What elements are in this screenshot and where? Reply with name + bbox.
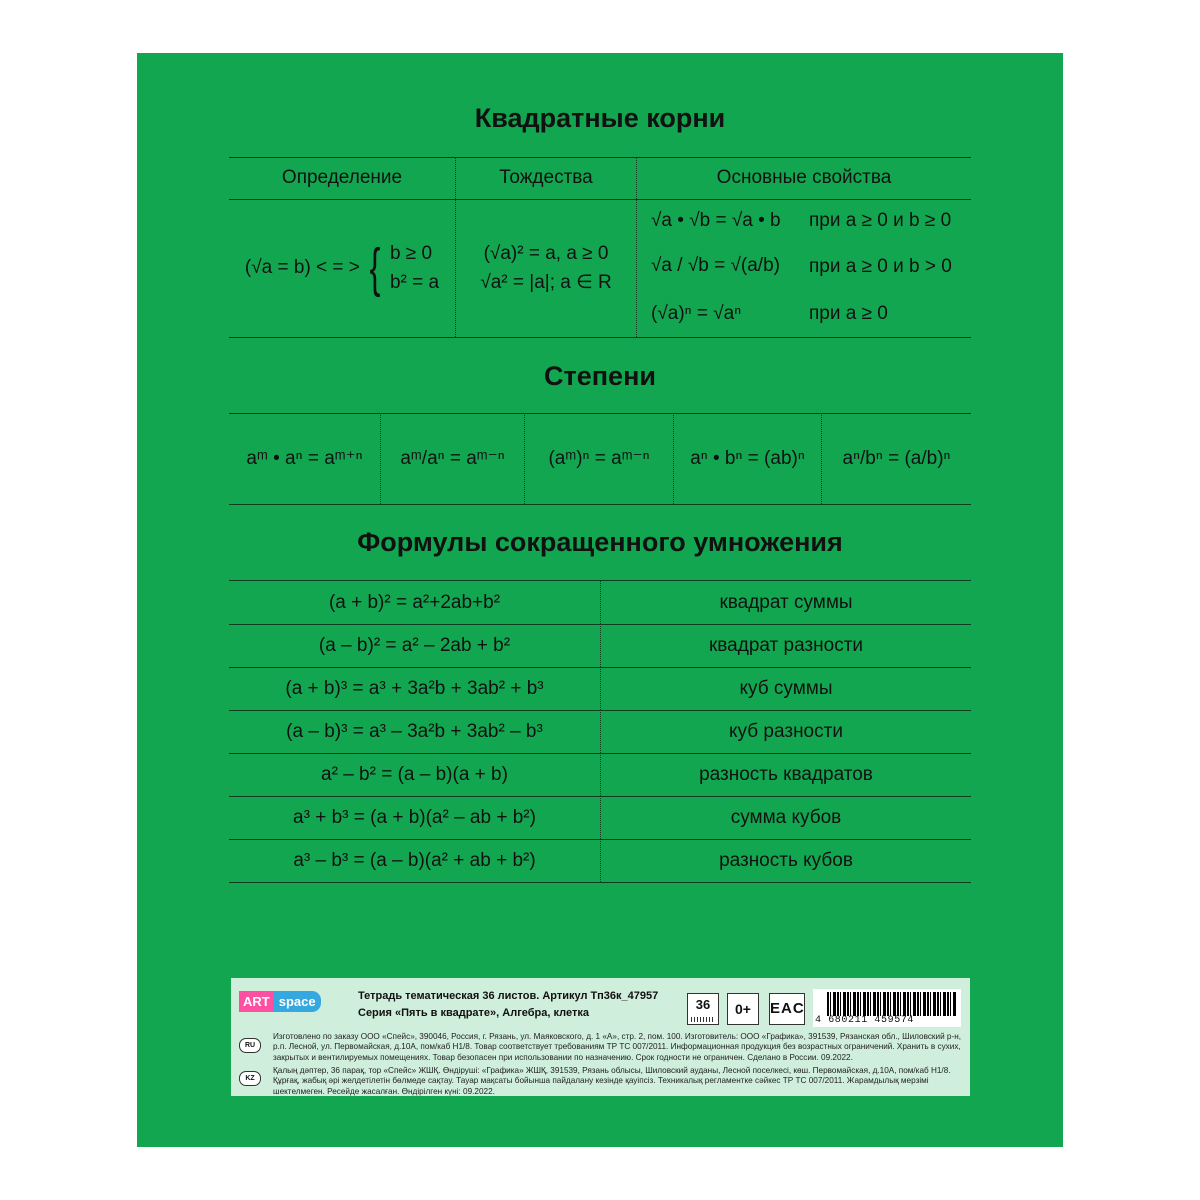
legal-text-ru: Изготовлено по заказу ООО «Спейс», 390046, Россия, г. Рязань, ул. Маяковского, д. 1 «А», стр. 2, пом. 100. Изготовитель: ООО «Графика», 391539, Рязанская обл., Шиловский р-н, р.п. Лесной, ул. Первомайская, д.10А, пом/каб Н1/8. Товар соответствует требованиям ТР ТС 007/2011. Информационная продукция без возрастных ограничений. Хранить в сухих, закрытых и вентилируемых помещениях. Товар безопасен при использовании по назначению. Срок годности не ограничен. Сделано в России. 09.2022.	[273, 1032, 961, 1062]
formula-row	[229, 581, 971, 624]
barcode	[813, 989, 961, 1027]
power-rule-product: aᵐ • aⁿ = aᵐ⁺ⁿ	[246, 448, 363, 469]
age-rating-badge: 0+	[727, 993, 759, 1025]
identities-formula	[456, 199, 636, 337]
definition-line-2: b² = a	[389, 272, 440, 293]
divider	[229, 337, 971, 338]
logo-art-text: ART	[239, 991, 274, 1012]
formula-row	[229, 839, 971, 882]
divider	[229, 882, 971, 883]
formula-cell: (a + b)² = a²+2ab+b²	[328, 591, 501, 613]
identity-line-1: (√a)² = a, a ≥ 0	[483, 242, 609, 264]
identity-line-2: √a² = |a|; a ∈ R	[480, 272, 612, 293]
property-formula-2: √a / √b = √(a/b)	[651, 255, 780, 276]
property-formula-3: (√a)ⁿ = √aⁿ	[651, 303, 742, 324]
formula-name-cell: квадрат суммы	[719, 591, 853, 613]
barcode-digits: 4 680211 459574	[815, 1015, 915, 1026]
power-rule-product-base: aⁿ • bⁿ = (ab)ⁿ	[690, 447, 805, 469]
header-identities: Тождества	[499, 167, 593, 188]
product-description: Тетрадь тематическая 36 листов. Артикул Тп36к_47957	[358, 990, 659, 1002]
sheets-count: 36	[695, 997, 711, 1012]
formula-row	[229, 624, 971, 667]
sheets-count-badge	[687, 993, 719, 1025]
section-title-square-roots: Квадратные корни	[474, 103, 726, 133]
power-rule-quotient-base: aⁿ/bⁿ = (a/b)ⁿ	[842, 447, 951, 469]
formula-row	[229, 753, 971, 796]
property-condition-2: при a ≥ 0 и b > 0	[809, 256, 952, 277]
property-condition-1: при a ≥ 0 и b ≥ 0	[809, 210, 952, 231]
section-title-powers: Степени	[544, 361, 656, 391]
property-condition-3: при a ≥ 0	[809, 303, 888, 324]
power-rule-quotient: aᵐ/aⁿ = aᵐ⁻ⁿ	[400, 448, 505, 469]
header-definition: Определение	[281, 167, 403, 188]
formula-name-cell: квадрат разности	[708, 634, 864, 656]
divider	[229, 504, 971, 505]
header-properties: Основные свойства	[716, 167, 892, 188]
formula-cell: a² – b² = (a – b)(a + b)	[321, 763, 508, 785]
formula-name-cell: куб разности	[729, 720, 843, 742]
definition-left: (√a = b) < = >	[244, 257, 360, 278]
formula-name-cell: куб суммы	[739, 677, 833, 699]
formula-cell: (a + b)³ = a³ + 3a²b + 3ab² + b³	[285, 677, 544, 699]
formula-row	[229, 796, 971, 839]
notebook-cover	[137, 53, 1063, 1147]
section-title-abbreviated-multiplication: Формулы сокращенного умножения	[357, 527, 843, 557]
definition-formula	[229, 199, 455, 337]
definition-line-1: b ≥ 0	[389, 242, 433, 264]
artspace-logo	[239, 990, 321, 1012]
formula-cell: (a – b)² = a² – 2ab + b²	[318, 634, 511, 656]
formula-name-cell: разность кубов	[719, 849, 853, 871]
property-formula-1: √a • √b = √a • b	[651, 210, 781, 231]
lang-badge-ru: RU	[239, 1038, 261, 1053]
grid-icon	[691, 1017, 715, 1022]
formula-name-cell: разность квадратов	[699, 763, 873, 785]
definition-system	[390, 239, 439, 298]
formula-cell: a³ + b³ = (a + b)(a² – ab + b²)	[293, 806, 536, 828]
product-series: Серия «Пять в квадрате», Алгебра, клетка	[358, 1007, 589, 1019]
formula-cell: a³ – b³ = (a – b)(a² + ab + b²)	[293, 849, 536, 871]
brace-symbol: {	[369, 238, 381, 298]
logo-space-text: space	[274, 991, 321, 1012]
formula-name-cell: сумма кубов	[730, 806, 842, 828]
lang-badge-kz: KZ	[239, 1071, 261, 1086]
product-label	[231, 978, 970, 1096]
barcode-bars	[827, 992, 957, 1016]
formula-row	[229, 710, 971, 753]
formula-cell: (a – b)³ = a³ – 3a²b + 3ab² – b³	[286, 720, 543, 742]
eac-mark-icon: EAC	[769, 993, 805, 1025]
formula-row	[229, 667, 971, 710]
power-rule-power: (aᵐ)ⁿ = aᵐ⁻ⁿ	[548, 448, 650, 469]
legal-text-kz: Қалың дәптер, 36 парақ, тор «Спейс» ЖШҚ. Өндіруші: «Графика» ЖШҚ, 391539, Рязань облысы, Шиловский ауданы, Лесной поселкесі, көш. Первомайская, д.10А, пом/каб Н1/8. Құрғақ, жабық әрі желдетілетін бөлмеде сақтау. Тауар мақсаты бойынша пайдалану кезінде қауіпсіз. Техникалық регламентке сәйкес ТР ТС 007/2011. Жарамдылық мерзімі шектелмеген. Ресейде жасалған. Өндірілген күні: 09.2022.	[273, 1066, 951, 1096]
